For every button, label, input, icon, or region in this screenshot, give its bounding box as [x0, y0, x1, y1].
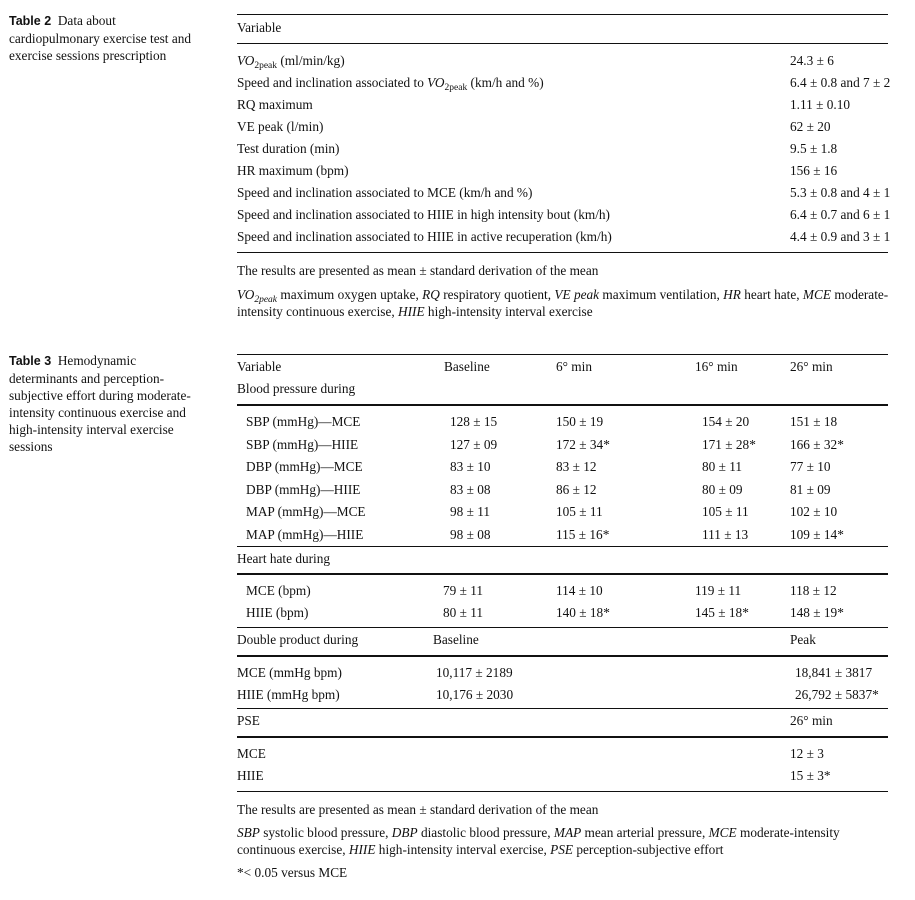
- table3-cell: 150 ± 19: [556, 414, 604, 429]
- table3-note: The results are presented as mean ± standard derivation of the mean: [237, 802, 599, 817]
- table3-rule: [237, 573, 888, 575]
- table3-dp-baseline: 10,176 ± 2030: [436, 687, 514, 702]
- table2-row-value: 1.11 ± 0.10: [790, 97, 850, 112]
- table3-cell: 86 ± 12: [556, 481, 597, 497]
- table3-dp-baseline: 10,117 ± 2189: [436, 665, 513, 680]
- table2-row-value: 5.3 ± 0.8 and 4 ± 1: [790, 185, 891, 200]
- table3-row-label: MAP (mmHg)—HIIE: [246, 526, 364, 542]
- table3-section-dp: Double product during: [237, 632, 359, 647]
- table2-row-value: 24.3 ± 6: [790, 53, 834, 68]
- table3-cell: 119 ± 11: [695, 583, 742, 598]
- table3-pse-label: MCE: [237, 746, 266, 761]
- table2-row-label: VE peak (l/min): [237, 119, 324, 134]
- table3-pse-value: 12 ± 3: [790, 746, 824, 761]
- table3-row-label: HIIE (bpm): [246, 605, 309, 620]
- table3-cell: 118 ± 12: [790, 583, 837, 598]
- table3-cell: 140 ± 18*: [556, 605, 610, 620]
- table3-row-label: SBP (mmHg)—MCE: [246, 414, 361, 429]
- table2-label: Table 2: [9, 14, 52, 28]
- table2-row-value: 9.5 ± 1.8: [790, 141, 838, 156]
- table3-section-pse: PSE: [237, 713, 260, 728]
- table3-dp-peak: 18,841 ± 3817: [795, 665, 873, 680]
- table3-cell: 128 ± 15: [450, 414, 498, 429]
- table3-cell: 171 ± 28*: [702, 436, 756, 452]
- table2-row-label: HR maximum (bpm): [237, 163, 349, 178]
- table3-row-label: MAP (mmHg)—MCE: [246, 504, 366, 519]
- table3-cell: 98 ± 11: [450, 504, 491, 519]
- table2-header-rule: [237, 43, 888, 44]
- table2-row-label: Test duration (min): [237, 141, 340, 156]
- table3-cell: 98 ± 08: [450, 526, 491, 542]
- table2-top-rule: [237, 14, 888, 15]
- table3-row-label: SBP (mmHg)—HIIE: [246, 436, 359, 452]
- table2-row-value: 4.4 ± 0.9 and 3 ± 1: [790, 229, 891, 244]
- table2-abbreviations: $VO_{2peak}$ maximum oxygen uptake, RQ respiratory quotient, VE peak maximum ventilation, HR heart hate, MCE moderate-intensity continuous exercise, HIIE high-intensity interval exercise: [237, 287, 889, 319]
- table3-pse-label: HIIE: [237, 768, 264, 783]
- table3-cell: 111 ± 13: [702, 526, 749, 542]
- table3-section-bp: Blood pressure during: [237, 381, 356, 396]
- table3-label: Table 3: [9, 354, 52, 368]
- table3-dp-peak-header: Peak: [790, 632, 816, 647]
- table3-bottom-rule: [237, 791, 888, 792]
- table3-rule: [237, 655, 888, 657]
- table3-cell: 80 ± 09: [702, 481, 743, 497]
- table3-cell: 109 ± 14*: [790, 526, 844, 542]
- table3-cell: 79 ± 11: [443, 583, 484, 598]
- table3-cell: 114 ± 10: [556, 583, 603, 598]
- table3-row-label: DBP (mmHg)—MCE: [246, 459, 363, 474]
- table3-rule: [237, 736, 888, 738]
- table3-row-label: MCE (bpm): [246, 583, 311, 598]
- table3-cell: 127 ± 09: [450, 436, 498, 452]
- table3-significance-note: *< 0.05 versus MCE: [237, 865, 348, 880]
- table3-cell: 77 ± 10: [790, 459, 831, 474]
- table3-cell: 102 ± 10: [790, 504, 838, 519]
- table2-row-label: Speed and inclination associated to MCE (km/h and %): [237, 185, 533, 200]
- table3-col-16min: 16° min: [695, 359, 738, 374]
- table2-header: Variable: [237, 20, 282, 35]
- table3-dp-label: MCE (mmHg bpm): [237, 665, 342, 680]
- table3-col-26min: 26° min: [790, 359, 833, 374]
- table3-cell: 81 ± 09: [790, 481, 831, 497]
- table2-row-label: Speed and inclination associated to HIIE in high intensity bout (km/h): [237, 207, 610, 222]
- table2-row-label: Speed and inclination associated to HIIE in active recuperation (km/h): [237, 229, 612, 244]
- table3-cell: 166 ± 32*: [790, 436, 844, 452]
- table3-abbreviations: SBP systolic blood pressure, DBP diastolic blood pressure, MAP mean arterial pressure, MCE moderate-intensity continuous exercise, HIIE high-intensity interval exercise, PSE perception-subjective effort: [237, 825, 840, 857]
- table2-row-label: $VO_{2peak}$ (ml/min/kg): [237, 53, 345, 71]
- table2-row-label: Speed and inclination associated to $VO_{2peak}$ (km/h and %): [237, 75, 544, 93]
- table3-dp-peak: 26,792 ± 5837*: [795, 687, 879, 702]
- table2-row-label: RQ maximum: [237, 97, 313, 112]
- table3-col-variable: Variable: [237, 359, 282, 374]
- table3-cell: 154 ± 20: [702, 414, 750, 429]
- table3-cell: 80 ± 11: [702, 459, 743, 474]
- table2-row-value: 6.4 ± 0.8 and 7 ± 2: [790, 75, 891, 90]
- table3-pse-col-header: 26° min: [790, 713, 833, 728]
- table3-col-baseline: Baseline: [444, 359, 490, 374]
- table3-rule: [237, 404, 888, 406]
- table3-caption-text: Hemodynamic determinants and perception-subjective effort during moderate-intensity continuous exercise and high-intensity interval exercise sessions: [9, 353, 191, 454]
- table3-row-label: DBP (mmHg)—HIIE: [246, 481, 361, 497]
- table3-cell: 145 ± 18*: [695, 605, 749, 620]
- table2-caption: [9, 12, 199, 64]
- table3-rule: [237, 708, 888, 709]
- table3-section-hr: Heart hate during: [237, 551, 331, 566]
- table3-pse-value: 15 ± 3*: [790, 768, 831, 783]
- table3-cell: 83 ± 12: [556, 459, 597, 474]
- table3-top-rule: [237, 354, 888, 355]
- table2-row-value: 6.4 ± 0.7 and 6 ± 1: [790, 207, 891, 222]
- table3-cell: 105 ± 11: [702, 504, 749, 519]
- table3-cell: 83 ± 10: [450, 459, 491, 474]
- table2-row-value: 156 ± 16: [790, 163, 838, 178]
- table2-caption-text: Data about cardiopulmonary exercise test and exercise sessions prescription: [9, 13, 192, 63]
- table3-dp-baseline-header: Baseline: [433, 632, 479, 647]
- table3-dp-label: HIIE (mmHg bpm): [237, 687, 340, 702]
- table3-rule: [237, 546, 888, 547]
- table3-caption: [9, 352, 199, 455]
- table3-cell: 172 ± 34*: [556, 436, 610, 452]
- table2-note: The results are presented as mean ± standard derivation of the mean: [237, 263, 599, 278]
- table3-cell: 80 ± 11: [443, 605, 484, 620]
- table3-cell: 115 ± 16*: [556, 526, 610, 542]
- table3-cell: 105 ± 11: [556, 504, 603, 519]
- table3-cell: 151 ± 18: [790, 414, 838, 429]
- table3-cell: 83 ± 08: [450, 481, 491, 497]
- table3-rule: [237, 627, 888, 628]
- table3-cell: 148 ± 19*: [790, 605, 844, 620]
- table2-bottom-rule: [237, 252, 888, 253]
- table2-row-value: 62 ± 20: [790, 119, 831, 134]
- table3-col-6min: 6° min: [556, 359, 592, 374]
